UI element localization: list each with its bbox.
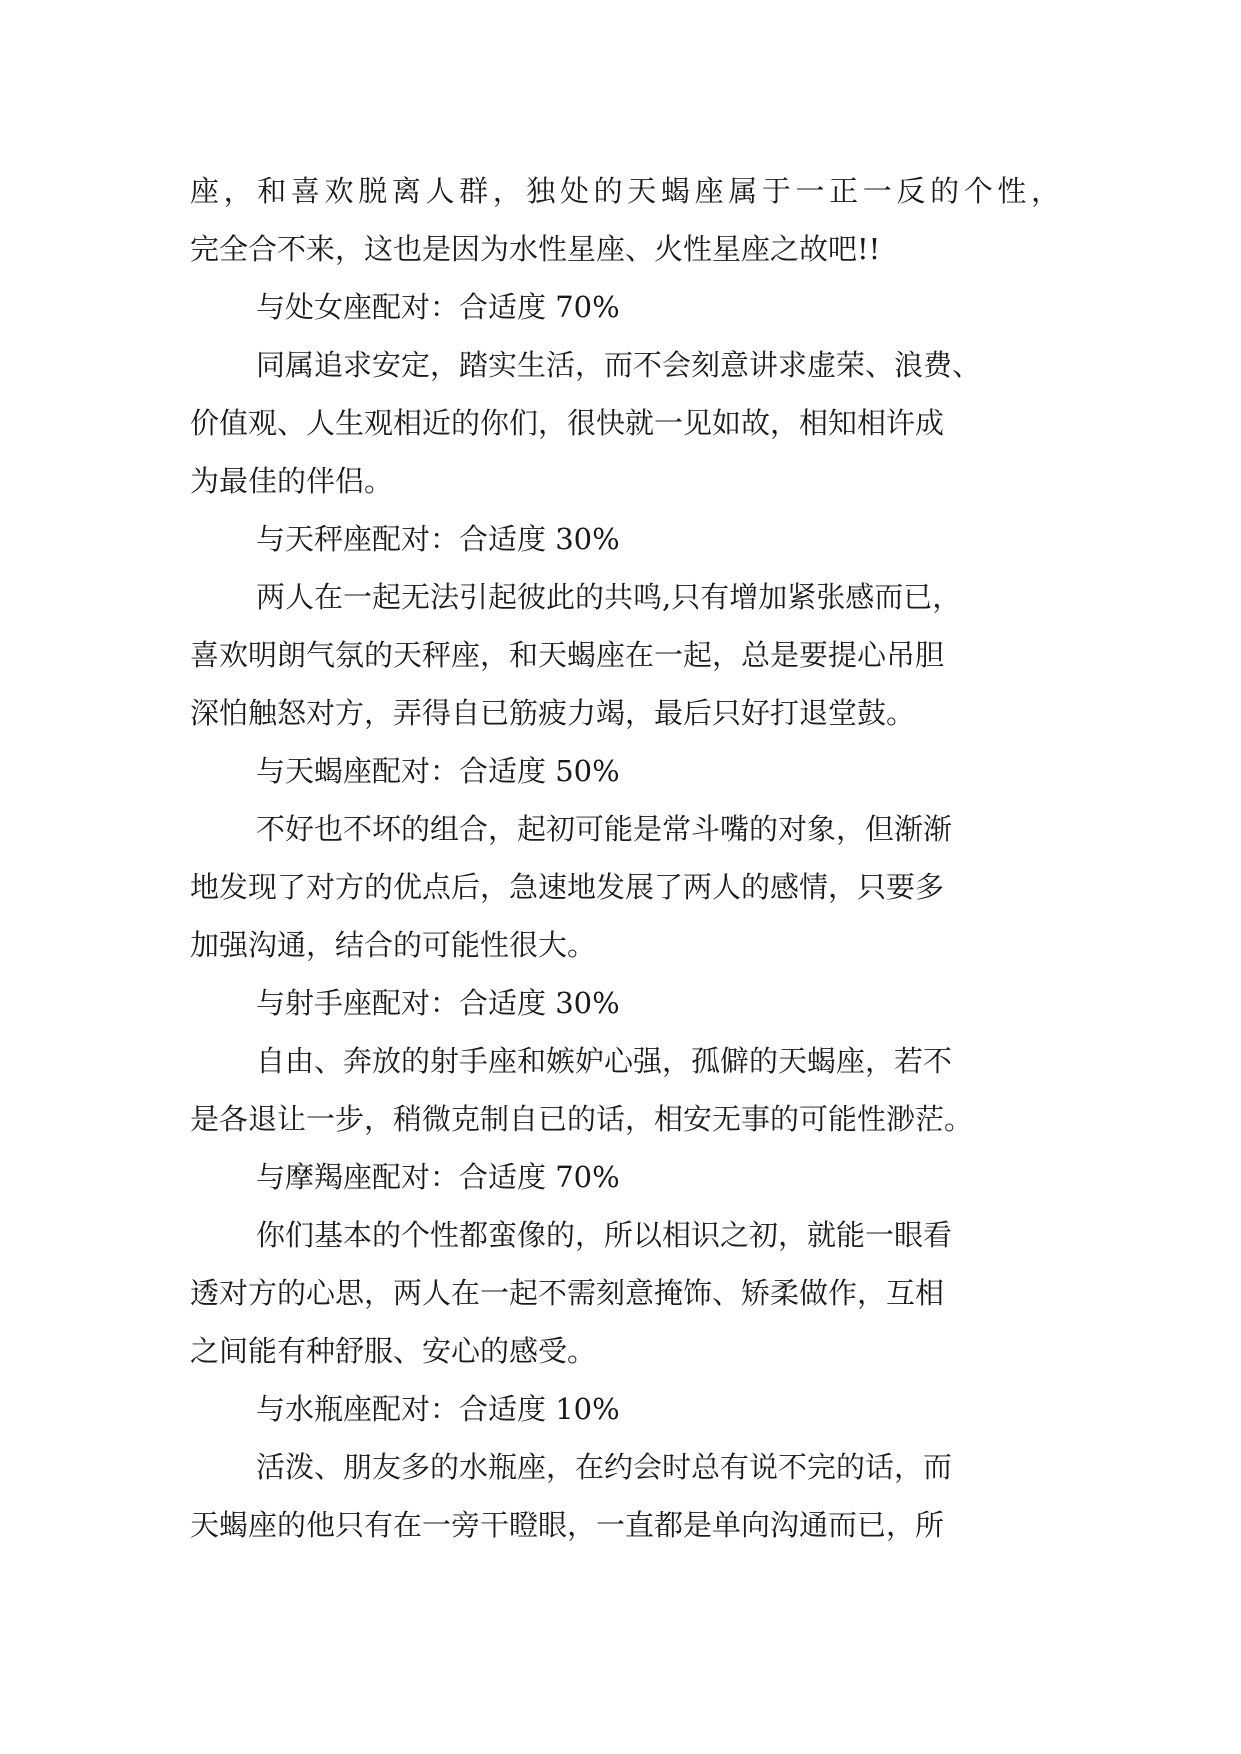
text-line: 活泼、朋友多的水瓶座，在约会时总有说不完的话，而 bbox=[256, 1450, 953, 1484]
text-line: 天蝎座的他只有在一旁干瞪眼，一直都是单向沟通而已，所 bbox=[190, 1508, 945, 1542]
text-line: 深怕触怒对方，弄得自已筋疲力竭，最后只好打退堂鼓。 bbox=[190, 696, 916, 730]
text-line: 不好也不坏的组合，起初可能是常斗嘴的对象，但渐渐 bbox=[256, 812, 953, 846]
text-line: 完全合不来，这也是因为水性星座、火性星座之故吧!! bbox=[190, 232, 881, 266]
section-heading: 与摩羯座配对：合适度 70% bbox=[256, 1160, 620, 1194]
text-line: 为最佳的伴侣。 bbox=[190, 464, 394, 498]
section-heading: 与射手座配对：合适度 30% bbox=[256, 986, 620, 1020]
text-line: 加强沟通，结合的可能性很大。 bbox=[190, 928, 597, 962]
text-line: 自由、奔放的射手座和嫉妒心强，孤僻的天蝎座，若不 bbox=[256, 1044, 953, 1078]
text-line: 价值观、人生观相近的你们，很快就一见如故，相知相许成 bbox=[190, 406, 945, 440]
section-heading: 与水瓶座配对：合适度 10% bbox=[256, 1392, 620, 1426]
text-line: 两人在一起无法引起彼此的共鸣,只有增加紧张感而已， bbox=[256, 580, 962, 614]
text-line: 地发现了对方的优点后，急速地发展了两人的感情，只要多 bbox=[190, 870, 945, 904]
text-line: 你们基本的个性都蛮像的，所以相识之初，就能一眼看 bbox=[256, 1218, 953, 1252]
text-line: 之间能有种舒服、安心的感受。 bbox=[190, 1334, 597, 1368]
text-line: 是各退让一步，稍微克制自已的话，相安无事的可能性渺茫。 bbox=[190, 1102, 974, 1136]
document-body bbox=[190, 162, 1060, 1554]
section-heading: 与天蝎座配对：合适度 50% bbox=[256, 754, 620, 788]
text-line: 喜欢明朗气氛的天秤座，和天蝎座在一起，总是要提心吊胆 bbox=[190, 638, 945, 672]
text-line: 透对方的心思，两人在一起不需刻意掩饰、矫柔做作，互相 bbox=[190, 1276, 945, 1310]
text-line: 同属追求安定，踏实生活，而不会刻意讲求虚荣、浪费、 bbox=[256, 348, 982, 382]
text-line: 座，和喜欢脱离人群，独处的天蝎座属于一正一反的个性， bbox=[190, 174, 1060, 208]
section-heading: 与天秤座配对：合适度 30% bbox=[256, 522, 620, 556]
section-heading: 与处女座配对：合适度 70% bbox=[256, 290, 620, 324]
